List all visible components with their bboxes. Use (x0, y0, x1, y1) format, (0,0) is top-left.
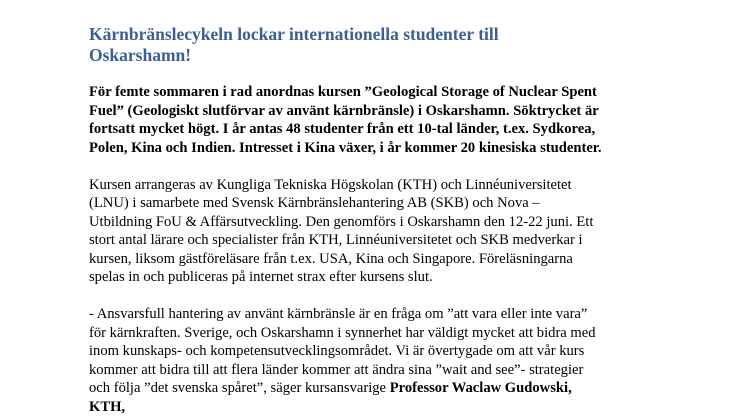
body-line (89, 398, 649, 417)
body-line: för kärnkraften. Sverige, och Oskarshamn i synnerhet har väldigt mycket att bidra med (89, 324, 596, 341)
body-line: inom kunskaps- och kompetensutvecklingsområdet. Vi är övertygade om att vår kurs (89, 343, 585, 359)
body-paragraph-quote (89, 305, 649, 416)
article-title (89, 24, 649, 66)
lead-line: Fuel” (Geologiskt slutförvar av använt kärnbränsle) i Oskarshamn. Söktrycket är (89, 102, 599, 119)
body-paragraph-course (89, 176, 649, 287)
quote-attribution-text: och följa ”det svenska spåret”, säger kursansvarige (89, 380, 390, 396)
body-line: Kursen arrangeras av Kungliga Tekniska Högskolan (KTH) och Linnéuniversitetet (89, 176, 572, 193)
body-line: spelas in och publiceras på internet strax efter kursens slut. (89, 269, 433, 285)
article-body (89, 24, 649, 416)
lead-line: För femte sommaren i rad anordnas kursen ”Geological Storage of Nuclear Spent (89, 84, 597, 100)
body-line: kommer att bidra till att flera länder kommer att ändra sina ”wait and see”- strategier (89, 361, 584, 378)
body-line: stort antal lärare och specialister från KTH, Linnéuniversitetet och SKB medverkar i (89, 232, 583, 248)
body-line: - Ansvarsfull hantering av använt kärnbränsle är en fråga om ”att vara eller inte vara” (89, 306, 588, 322)
quote-speaker-affiliation: KTH, (89, 398, 126, 415)
lead-paragraph (89, 83, 649, 157)
lead-line: Polen, Kina och Indien. Intresset i Kina växer, i år kommer 20 kinesiska studenter. (89, 139, 602, 156)
title-line: Oskarshamn! (89, 45, 192, 65)
body-line: kursen, liksom gästföreläsare från t.ex. USA, Kina och Singapore. Föreläsningarna (89, 250, 573, 267)
lead-line: fortsatt mycket högt. I år antas 48 studenter från ett 10-tal länder, t.ex. Sydkorea, (89, 121, 596, 137)
body-line: (LNU) i samarbete med Svensk Kärnbränslehantering AB (SKB) och Nova – (89, 195, 540, 211)
body-line (89, 379, 649, 398)
title-line: Kärnbränslecykeln lockar internationella studenter till (89, 24, 499, 44)
body-line: Utbildning FoU & Affärsutveckling. Den genomförs i Oskarshamn den 12-22 juni. Ett (89, 213, 594, 230)
quote-speaker-name: Professor Waclaw Gudowski, (389, 380, 572, 396)
